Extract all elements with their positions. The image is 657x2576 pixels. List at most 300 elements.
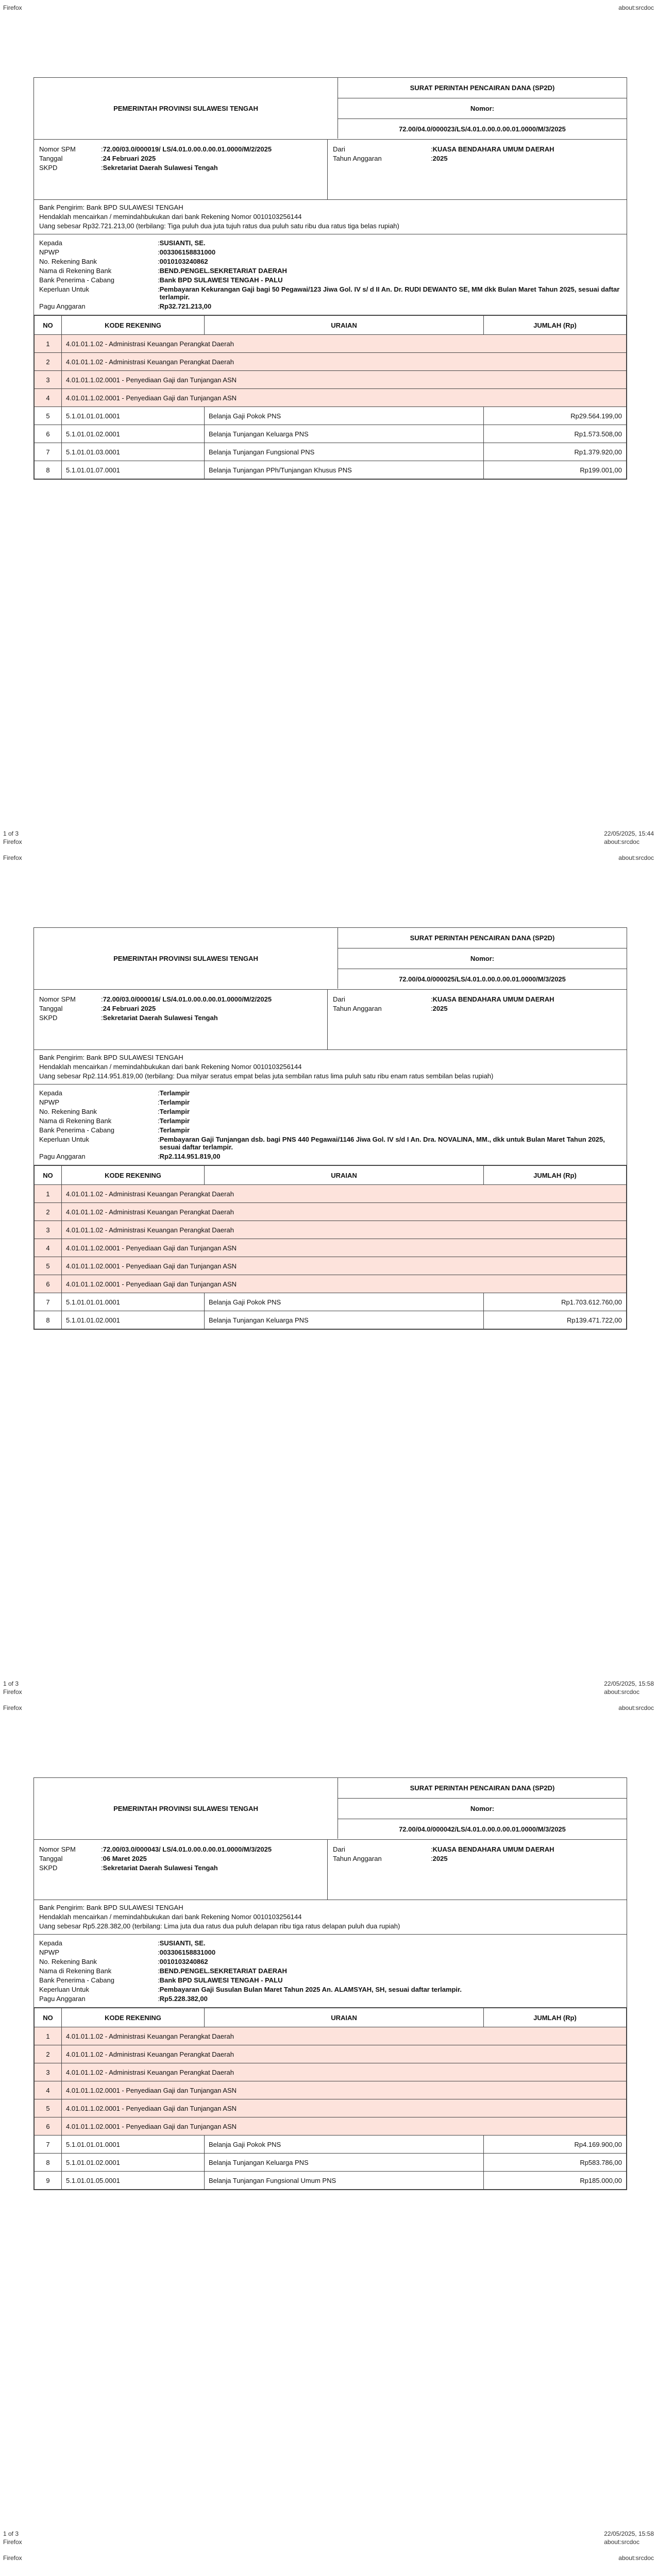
- bank-sender: Bank Pengirim: Bank BPD SULAWESI TENGAH: [39, 204, 183, 211]
- sp2d-title-block: [338, 928, 627, 989]
- amount: Rp583.786,00: [484, 2154, 627, 2172]
- account-code: 5.1.01.01.01.0001: [62, 407, 205, 425]
- payment-instruction: [34, 1900, 627, 1935]
- account-code: 4.01.01.1.02 - Administrasi Keuangan Perangkat Daerah: [62, 1185, 627, 1203]
- account-code: 5.1.01.01.01.0001: [62, 2136, 205, 2154]
- field-row: [39, 1136, 621, 1151]
- amount: Rp139.471.722,00: [484, 1311, 627, 1329]
- field-label: No. Rekening Bank: [39, 258, 97, 265]
- field-value: 2025: [432, 155, 448, 162]
- field-value: BEND.PENGEL.SEKRETARIAT DAERAH: [159, 267, 287, 275]
- description: Belanja Tunjangan Keluarga PNS: [205, 1311, 484, 1329]
- table-row: [35, 2172, 627, 2190]
- field-label: Kepada: [39, 239, 62, 247]
- document-page: [0, 2550, 657, 2576]
- colon-separator: :: [158, 1136, 160, 1143]
- nomor-label: Nomor:: [338, 98, 627, 119]
- account-code: 5.1.01.01.01.0001: [62, 1293, 205, 1311]
- page-url: about:srcdoc: [618, 4, 654, 11]
- browser-name: Firefox: [3, 2554, 22, 2562]
- account-code: 4.01.01.1.02.0001 - Penyediaan Gaji dan Tunjangan ASN: [62, 1275, 627, 1293]
- browser-print-header: [0, 854, 657, 863]
- header-no: NO: [35, 2008, 62, 2027]
- field-row: [39, 1939, 621, 1947]
- table-row: [35, 1275, 627, 1293]
- header-jumlah: JUMLAH (Rp): [484, 1166, 627, 1185]
- table-row: [35, 1203, 627, 1221]
- footer-left: [3, 2530, 22, 2546]
- field-value: Terlampir: [159, 1108, 190, 1115]
- table-row: [35, 389, 627, 407]
- account-code: 5.1.01.01.02.0001: [62, 425, 205, 443]
- budget-table: [34, 315, 627, 479]
- field-label: Tahun Anggaran: [333, 1005, 382, 1012]
- amount: Rp4.169.900,00: [484, 2136, 627, 2154]
- colon-separator: :: [158, 1958, 160, 1965]
- sp2d-title-block: [338, 78, 627, 139]
- field-label: Tanggal: [39, 1855, 63, 1862]
- colon-separator: :: [101, 1845, 103, 1853]
- amount: Rp29.564.199,00: [484, 407, 627, 425]
- row-number: 2: [35, 2045, 62, 2063]
- description: Belanja Tunjangan PPh/Tunjangan Khusus PNS: [205, 461, 484, 479]
- page-counter: 1 of 3: [3, 1680, 19, 1687]
- row-number: 5: [35, 2099, 62, 2117]
- spm-info: [34, 990, 627, 1050]
- instruction-text: Hendaklah mencairkan / memindahbukukan dari bank Rekening Nomor 0010103256144: [39, 1063, 302, 1071]
- account-code: 4.01.01.1.02 - Administrasi Keuangan Perangkat Daerah: [62, 2063, 627, 2081]
- row-number: 1: [35, 2027, 62, 2045]
- description: Belanja Gaji Pokok PNS: [205, 1293, 484, 1311]
- row-number: 3: [35, 1221, 62, 1239]
- field-label: Nomor SPM: [39, 1845, 76, 1853]
- field-value: Terlampir: [159, 1089, 190, 1097]
- field-value: 0010103240862: [159, 1958, 208, 1965]
- row-number: 1: [35, 1185, 62, 1203]
- account-code: 5.1.01.01.03.0001: [62, 443, 205, 461]
- field-row: [39, 155, 322, 162]
- description: Belanja Tunjangan Keluarga PNS: [205, 2154, 484, 2172]
- browser-name: Firefox: [3, 1688, 22, 1696]
- print-timestamp: 22/05/2025, 15:58: [604, 1680, 654, 1687]
- header-kode: KODE REKENING: [62, 1166, 205, 1185]
- sp2d-form: [33, 1777, 627, 2190]
- colon-separator: :: [101, 1855, 103, 1862]
- row-number: 7: [35, 443, 62, 461]
- field-label: Tahun Anggaran: [333, 155, 382, 162]
- print-timestamp: 22/05/2025, 15:44: [604, 830, 654, 837]
- colon-separator: :: [101, 1864, 103, 1872]
- field-row: [39, 1995, 621, 2003]
- field-value: Rp32.721.213,00: [159, 302, 212, 310]
- field-label: Tanggal: [39, 155, 63, 162]
- amount-in-words: Uang sebesar Rp32.721.213,00 (terbilang: Tiga puluh dua juta tujuh ratus dua puluh satu ribu dua ratus tiga belas rupiah): [39, 222, 399, 230]
- field-value: KUASA BENDAHARA UMUM DAERAH: [432, 145, 554, 153]
- page-url: about:srcdoc: [604, 838, 639, 845]
- field-label: Pagu Anggaran: [39, 1153, 86, 1160]
- field-row: [39, 302, 621, 310]
- description: Belanja Tunjangan Fungsional PNS: [205, 443, 484, 461]
- colon-separator: :: [158, 302, 160, 310]
- colon-separator: :: [158, 1089, 160, 1097]
- amount: Rp1.703.612.760,00: [484, 1293, 627, 1311]
- row-number: 5: [35, 407, 62, 425]
- field-row: [333, 1845, 621, 1853]
- page-counter: 1 of 3: [3, 2530, 19, 2537]
- field-row: [39, 248, 621, 256]
- browser-name: Firefox: [3, 2538, 22, 2546]
- table-row: [35, 1221, 627, 1239]
- field-value: KUASA BENDAHARA UMUM DAERAH: [432, 1845, 554, 1853]
- field-value: SUSIANTI, SE.: [159, 1939, 206, 1947]
- header-uraian: URAIAN: [205, 1166, 484, 1185]
- field-value: 0010103240862: [159, 258, 208, 265]
- colon-separator: :: [431, 1855, 433, 1862]
- header-no: NO: [35, 1166, 62, 1185]
- row-number: 6: [35, 1275, 62, 1293]
- nomor-label: Nomor:: [338, 948, 627, 969]
- colon-separator: :: [101, 155, 103, 162]
- colon-separator: :: [158, 1939, 160, 1947]
- field-value: BEND.PENGEL.SEKRETARIAT DAERAH: [159, 1967, 287, 1975]
- colon-separator: :: [431, 1005, 433, 1012]
- sp2d-title-block: [338, 1778, 627, 1839]
- field-value: Pembayaran Gaji Susulan Bulan Maret Tahun 2025 An. ALAMSYAH, SH, sesuai daftar terlampir.: [159, 1986, 462, 1993]
- field-label: Nama di Rekening Bank: [39, 1967, 112, 1975]
- field-label: SKPD: [39, 164, 58, 172]
- table-row: [35, 371, 627, 389]
- row-number: 3: [35, 2063, 62, 2081]
- account-code: 5.1.01.01.07.0001: [62, 461, 205, 479]
- table-header: [35, 2008, 627, 2027]
- spm-details: [34, 140, 328, 199]
- row-number: 8: [35, 2154, 62, 2172]
- field-value: Rp2.114.951.819,00: [159, 1153, 221, 1160]
- page-url: about:srcdoc: [618, 2554, 654, 2562]
- table-row: [35, 461, 627, 479]
- row-number: 2: [35, 1203, 62, 1221]
- colon-separator: :: [101, 1005, 103, 1012]
- document-page: [0, 1700, 657, 2550]
- account-code: 4.01.01.1.02.0001 - Penyediaan Gaji dan Tunjangan ASN: [62, 1257, 627, 1275]
- government-title: PEMERINTAH PROVINSI SULAWESI TENGAH: [34, 1778, 338, 1839]
- account-code: 4.01.01.1.02.0001 - Penyediaan Gaji dan Tunjangan ASN: [62, 2117, 627, 2136]
- colon-separator: :: [158, 248, 160, 256]
- sp2d-form: [33, 927, 627, 1330]
- browser-print-header: [0, 1704, 657, 1714]
- header-uraian: URAIAN: [205, 316, 484, 335]
- row-number: 1: [35, 335, 62, 353]
- field-label: Kepada: [39, 1939, 62, 1947]
- account-code: 4.01.01.1.02.0001 - Penyediaan Gaji dan Tunjangan ASN: [62, 371, 627, 389]
- amount: Rp185.000,00: [484, 2172, 627, 2190]
- field-row: [39, 1126, 621, 1134]
- source-details: [328, 1840, 627, 1900]
- colon-separator: :: [431, 155, 433, 162]
- field-value: SUSIANTI, SE.: [159, 239, 206, 247]
- table-row: [35, 2117, 627, 2136]
- nomor-label: Nomor:: [338, 1799, 627, 1819]
- table-row: [35, 2063, 627, 2081]
- table-row: [35, 1239, 627, 1257]
- header-jumlah: JUMLAH (Rp): [484, 316, 627, 335]
- amount: Rp199.001,00: [484, 461, 627, 479]
- field-row: [333, 145, 621, 153]
- field-label: Pagu Anggaran: [39, 302, 86, 310]
- sp2d-number: 72.00/04.0/000023/LS/4.01.0.00.0.00.01.0000/M/3/2025: [399, 125, 566, 133]
- browser-name: Firefox: [3, 854, 22, 861]
- footer-left: [3, 829, 22, 846]
- field-value: 24 Februari 2025: [103, 155, 156, 162]
- source-details: [328, 990, 627, 1049]
- browser-print-footer: [0, 829, 657, 848]
- print-timestamp: 22/05/2025, 15:58: [604, 2530, 654, 2537]
- field-row: [39, 1005, 322, 1012]
- field-label: SKPD: [39, 1864, 58, 1872]
- table-row: [35, 2045, 627, 2063]
- field-row: [39, 1864, 322, 1872]
- browser-name: Firefox: [3, 4, 22, 11]
- page-url: about:srcdoc: [604, 2538, 639, 2546]
- table-row: [35, 425, 627, 443]
- spm-info: [34, 1840, 627, 1900]
- field-value: 2025: [432, 1005, 448, 1012]
- field-value: Terlampir: [159, 1117, 190, 1125]
- account-code: 4.01.01.1.02.0001 - Penyediaan Gaji dan Tunjangan ASN: [62, 389, 627, 407]
- field-row: [39, 145, 322, 153]
- account-code: 5.1.01.01.02.0001: [62, 1311, 205, 1329]
- field-label: Tanggal: [39, 1005, 63, 1012]
- field-row: [39, 1014, 322, 1022]
- field-value: 06 Maret 2025: [103, 1855, 147, 1862]
- field-value: Sekretariat Daerah Sulawesi Tengah: [103, 1864, 218, 1872]
- row-number: 7: [35, 2136, 62, 2154]
- colon-separator: :: [431, 145, 433, 153]
- browser-print-header: [0, 4, 657, 13]
- field-row: [39, 1948, 621, 1956]
- field-row: [333, 155, 621, 162]
- account-code: 4.01.01.1.02 - Administrasi Keuangan Perangkat Daerah: [62, 353, 627, 371]
- colon-separator: :: [158, 1986, 160, 1993]
- recipient-details: [34, 234, 627, 315]
- field-row: [39, 995, 322, 1003]
- field-row: [333, 1005, 621, 1012]
- field-label: Dari: [333, 1845, 345, 1853]
- field-row: [39, 276, 621, 284]
- field-row: [39, 258, 621, 265]
- sp2d-title: SURAT PERINTAH PENCAIRAN DANA (SP2D): [338, 1778, 627, 1799]
- field-row: [39, 239, 621, 247]
- row-number: 6: [35, 2117, 62, 2136]
- field-value: 003306158831000: [159, 1948, 216, 1956]
- field-row: [39, 1958, 621, 1965]
- browser-print-footer: [0, 1680, 657, 1698]
- field-row: [333, 995, 621, 1003]
- colon-separator: :: [101, 995, 103, 1003]
- colon-separator: :: [158, 239, 160, 247]
- row-number: 4: [35, 2081, 62, 2099]
- table-row: [35, 353, 627, 371]
- field-label: Nama di Rekening Bank: [39, 267, 112, 275]
- field-row: [39, 164, 322, 172]
- account-code: 4.01.01.1.02 - Administrasi Keuangan Perangkat Daerah: [62, 335, 627, 353]
- table-row: [35, 335, 627, 353]
- colon-separator: :: [158, 1976, 160, 1984]
- table-row: [35, 2081, 627, 2099]
- account-code: 5.1.01.01.02.0001: [62, 2154, 205, 2172]
- header-no: NO: [35, 316, 62, 335]
- account-code: 4.01.01.1.02.0001 - Penyediaan Gaji dan Tunjangan ASN: [62, 2099, 627, 2117]
- field-label: NPWP: [39, 248, 59, 256]
- field-label: Keperluan Untuk: [39, 285, 89, 293]
- colon-separator: :: [431, 1845, 433, 1853]
- colon-separator: :: [158, 276, 160, 284]
- sp2d-number: 72.00/04.0/000025/LS/4.01.0.00.0.00.01.0000/M/3/2025: [399, 975, 566, 983]
- document-page: [0, 0, 657, 850]
- row-number: 8: [35, 1311, 62, 1329]
- page-url: about:srcdoc: [604, 1688, 639, 1696]
- field-label: SKPD: [39, 1014, 58, 1022]
- page-url: about:srcdoc: [618, 854, 654, 861]
- field-row: [39, 267, 621, 275]
- colon-separator: :: [158, 1948, 160, 1956]
- field-label: Kepada: [39, 1089, 62, 1097]
- field-row: [333, 1855, 621, 1862]
- account-code: 5.1.01.01.05.0001: [62, 2172, 205, 2190]
- description: Belanja Gaji Pokok PNS: [205, 2136, 484, 2154]
- row-number: 4: [35, 389, 62, 407]
- document-page: [0, 850, 657, 1700]
- row-number: 8: [35, 461, 62, 479]
- field-value: Terlampir: [159, 1126, 190, 1134]
- field-label: Keperluan Untuk: [39, 1136, 89, 1143]
- form-header: [34, 78, 627, 140]
- page-url: about:srcdoc: [618, 1704, 654, 1711]
- field-row: [39, 1108, 621, 1115]
- field-label: Dari: [333, 145, 345, 153]
- government-title: PEMERINTAH PROVINSI SULAWESI TENGAH: [34, 78, 338, 139]
- table-row: [35, 1185, 627, 1203]
- sp2d-title: SURAT PERINTAH PENCAIRAN DANA (SP2D): [338, 928, 627, 948]
- description: Belanja Gaji Pokok PNS: [205, 407, 484, 425]
- table-row: [35, 443, 627, 461]
- field-label: No. Rekening Bank: [39, 1108, 97, 1115]
- field-label: Nomor SPM: [39, 145, 76, 153]
- colon-separator: :: [431, 995, 433, 1003]
- field-value: Bank BPD SULAWESI TENGAH - PALU: [159, 276, 283, 284]
- field-row: [39, 1976, 621, 1984]
- spm-info: [34, 140, 627, 200]
- browser-name: Firefox: [3, 838, 22, 845]
- account-code: 4.01.01.1.02 - Administrasi Keuangan Perangkat Daerah: [62, 2027, 627, 2045]
- payment-instruction: [34, 1050, 627, 1084]
- budget-table: [34, 2008, 627, 2190]
- recipient-details: [34, 1935, 627, 2008]
- source-details: [328, 140, 627, 199]
- field-value: 003306158831000: [159, 248, 216, 256]
- colon-separator: :: [158, 267, 160, 275]
- field-value: 2025: [432, 1855, 448, 1862]
- account-code: 4.01.01.1.02 - Administrasi Keuangan Perangkat Daerah: [62, 1221, 627, 1239]
- field-value: Terlampir: [159, 1098, 190, 1106]
- colon-separator: :: [158, 285, 160, 293]
- bank-sender: Bank Pengirim: Bank BPD SULAWESI TENGAH: [39, 1904, 183, 1911]
- table-header: [35, 1166, 627, 1185]
- field-label: Nama di Rekening Bank: [39, 1117, 112, 1125]
- field-row: [39, 1089, 621, 1097]
- row-number: 4: [35, 1239, 62, 1257]
- row-number: 2: [35, 353, 62, 371]
- field-label: NPWP: [39, 1098, 59, 1106]
- account-code: 4.01.01.1.02.0001 - Penyediaan Gaji dan Tunjangan ASN: [62, 1239, 627, 1257]
- field-row: [39, 1855, 322, 1862]
- table-header: [35, 316, 627, 335]
- colon-separator: :: [158, 1126, 160, 1134]
- row-number: 7: [35, 1293, 62, 1311]
- field-value: Pembayaran Gaji Tunjangan dsb. bagi PNS 440 Pegawai/1146 Jiwa Gol. IV s/d I An. Dra. NOVALINA, MM., dkk untuk Bulan Maret Tahun 2025, sesuai daftar terlampir.: [159, 1136, 605, 1151]
- page-counter: 1 of 3: [3, 830, 19, 837]
- footer-right: [604, 1680, 654, 1696]
- field-row: [39, 1117, 621, 1125]
- row-number: 6: [35, 425, 62, 443]
- field-value: 24 Februari 2025: [103, 1005, 156, 1012]
- field-label: Pagu Anggaran: [39, 1995, 86, 2003]
- colon-separator: :: [101, 145, 103, 153]
- header-jumlah: JUMLAH (Rp): [484, 2008, 627, 2027]
- field-value: Sekretariat Daerah Sulawesi Tengah: [103, 164, 218, 172]
- account-code: 4.01.01.1.02 - Administrasi Keuangan Perangkat Daerah: [62, 1203, 627, 1221]
- field-row: [39, 1845, 322, 1853]
- field-label: Nomor SPM: [39, 995, 76, 1003]
- field-value: KUASA BENDAHARA UMUM DAERAH: [432, 995, 554, 1003]
- row-number: 3: [35, 371, 62, 389]
- footer-right: [604, 829, 654, 846]
- field-row: [39, 285, 621, 301]
- field-value: 72.00/03.0/000019/ LS/4.01.0.00.0.00.01.0000/M/2/2025: [103, 145, 272, 153]
- instruction-text: Hendaklah mencairkan / memindahbukukan dari bank Rekening Nomor 0010103256144: [39, 1913, 302, 1921]
- form-header: [34, 928, 627, 990]
- form-header: [34, 1778, 627, 1840]
- table-row: [35, 1293, 627, 1311]
- colon-separator: :: [158, 1108, 160, 1115]
- sp2d-number: 72.00/04.0/000042/LS/4.01.0.00.0.00.01.0000/M/3/2025: [399, 1825, 566, 1833]
- budget-table: [34, 1165, 627, 1329]
- field-row: [39, 1098, 621, 1106]
- colon-separator: :: [158, 1098, 160, 1106]
- browser-print-footer: [0, 2530, 657, 2548]
- field-value: Rp5.228.382,00: [159, 1995, 208, 2003]
- field-label: Dari: [333, 995, 345, 1003]
- header-kode: KODE REKENING: [62, 2008, 205, 2027]
- table-row: [35, 2154, 627, 2172]
- row-number: 9: [35, 2172, 62, 2190]
- field-label: Keperluan Untuk: [39, 1986, 89, 1993]
- header-uraian: URAIAN: [205, 2008, 484, 2027]
- field-label: Tahun Anggaran: [333, 1855, 382, 1862]
- colon-separator: :: [101, 164, 103, 172]
- colon-separator: :: [158, 1153, 160, 1160]
- field-label: NPWP: [39, 1948, 59, 1956]
- amount: Rp1.379.920,00: [484, 443, 627, 461]
- field-row: [39, 1153, 621, 1160]
- field-value: 72.00/03.0/000043/ LS/4.01.0.00.0.00.01.0000/M/3/2025: [103, 1845, 272, 1853]
- field-value: Sekretariat Daerah Sulawesi Tengah: [103, 1014, 218, 1022]
- sp2d-title: SURAT PERINTAH PENCAIRAN DANA (SP2D): [338, 78, 627, 98]
- browser-name: Firefox: [3, 1704, 22, 1711]
- description: Belanja Tunjangan Fungsional Umum PNS: [205, 2172, 484, 2190]
- row-number: 5: [35, 1257, 62, 1275]
- account-code: 4.01.01.1.02.0001 - Penyediaan Gaji dan Tunjangan ASN: [62, 2081, 627, 2099]
